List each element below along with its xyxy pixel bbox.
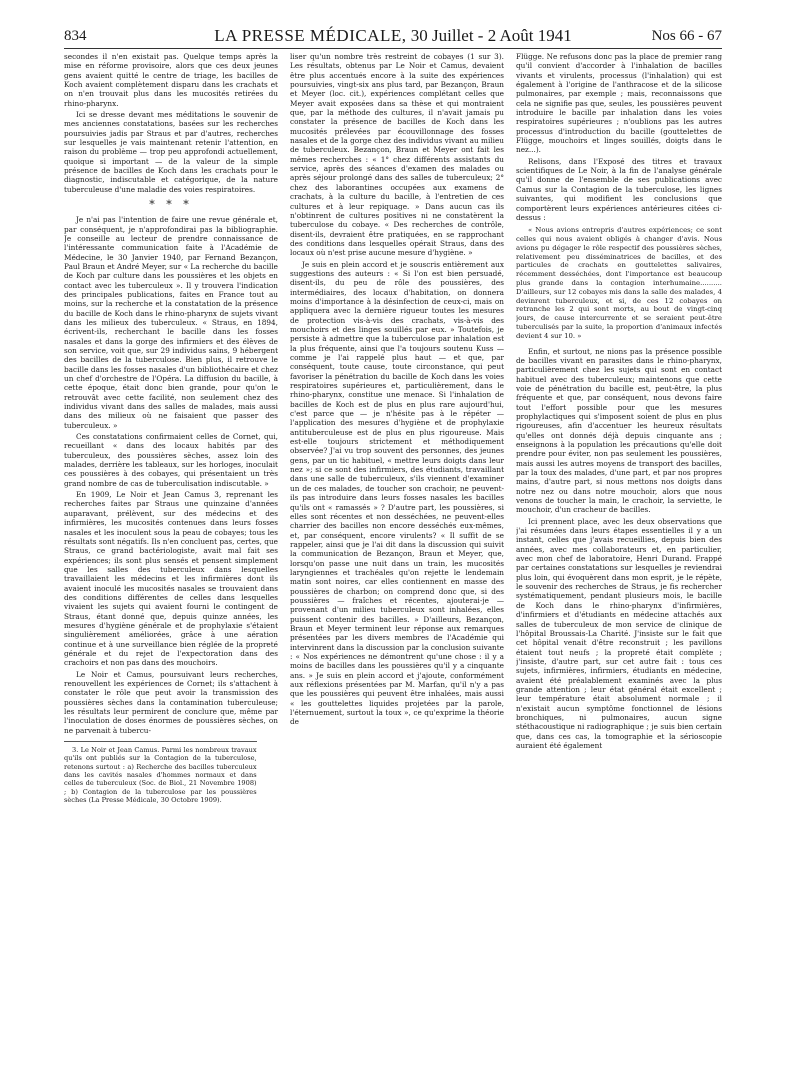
paragraph: Je suis en plein accord et je souscris entièrement aux suggestions des auteurs : « Si l'on est bien persuadé, disent-ils, du peu de rôle des poussières, des intermédiaires, des locaux d'habitation, on donnera moins d'importance à la désinfection de ceux-ci, mais on appliquera avec la dernière rigueur toutes les mesures de protection vis-à-vis des crachats, vis-à-vis des mouchoirs et des linges souillés par eux. » Toutefois, je persiste à admettre que la tuberculose par inhalation est la plus fréquente, ainsi que l'a toujours soutenu Kuss — comme je l'ai rappelé plus haut — et que, par conséquent, toute cause, toute circonstance, qui peut favoriser la pénétration du bacille de Koch dans les voies respiratoires supérieures et, particulièrement, dans le rhino-pharynx, constitue une menace. Si l'inhalation de bacilles de Koch est de plus en plus rare aujourd'hui, c'est parce que — je n'hésite pas à le répéter — l'application des mesures d'hygiène et de prophylaxie antituberculeuse est de plus en plus rigoureuse. Mais est-elle toujours strictement et méthodiquement observée? J'ai vu trop souvent des personnes, des jeunes gens, par un tic habituel, « mettre leurs doigts dans leur nez »; si ce sont des infirmiers, des étudiants, travaillant dans une salle de tuberculeux, s'ils viennent d'examiner un de ces malades, de toucher son crachoir, ne peuvent-ils pas introduire dans leurs fosses nasales les bacilles qu'ils ont « ramassés » ? D'autre part, les poussières, si elles sont récentes et non desséchées, ne peuvent-elles charrier des bacilles non encore desséchés eux-mêmes, et, par conséquent, encore virulents? « Il suffit de se rappeler, ainsi que je l'ai dit dans la discussion qui suivit la communication de Bezançon, Braun et Meyer, que, lorsqu'on passe une nuit dans un train, les mucosités laryngiennes et trachéales qu'on rejette le lendemain matin sont noires, car elles contiennent en masse des poussières de charbon; on comprend donc que, si des poussières — fraîches et récentes, ajouterai-je — provenant d'un milieu tuberculeux sont inhalées, elles puissent contenir des bacilles. » D'ailleurs, Bezançon, Braun et Meyer terminent leur réponse aux remarques présentées par les divers membres de l'Académie qui intervinrent dans la discussion par la conclusion suivante : « Nos expériences ne démontrent qu'une chose : il y a moins de bacilles dans les poussières qu'il y a cinquante ans. » Je suis en plein accord et j'ajoute, conformément aux réflexions présentées par M. Marfan, qu'il n'y a pas que les poussières qui peuvent être inhalées, mais aussi « les gouttelettes liquides projetées par la parole, l'éternuement, surtout la toux », ce qu'exprime la théorie de: [290, 259, 504, 727]
section-separator: * * *: [149, 198, 193, 212]
paragraph: En 1909, Le Noir et Jean Camus 3, reprenant les recherches faites par Straus une quinzaine d'années auparavant, prélèvent, sur des médecins et des infirmières, les mucosités contenues dans leurs fosses nasales et les inoculent sous la peau de cobayes; tous les résultats sont négatifs. Ils n'en concluent pas, certes, que Straus, ce grand bactériologiste, avait mal fait ses expériences; ils sont plus sensés et pensent simplement que les salles des tuberculeux dans lesquelles travaillaient les médecins et les infirmières dont ils avaient inoculé les mucosités nasales se trouvaient dans des conditions différentes de celles dans lesquelles vivaient les sujets qui avaient fourni le contingent de Straus, étant donné que, depuis quinze années, les mesures d'hygiène générale et de prophylaxie s'étaient singulièrement améliorées, grâce à une aération continue et à une surveillance bien réglée de la propreté générale et du rejet de l'expectoration dans des crachoirs et non pas dans des mouchoirs.: [64, 490, 278, 668]
paragraph: liser qu'un nombre très restreint de cobayes (1 sur 3). Les résultats, obtenus par Le Noir et Camus, devaient être plus accentués encore à la suite des expériences poursuivies, vingt-six ans plus tard, par Bezançon, Braun et Meyer (loc. cit.), expériences complétant celles que Meyer avait exposées dans sa thèse et qui montraient que, par la méthode des cultures, il n'avait jamais pu constater la présence de bacilles de Koch dans les mucosités prélevées par écouvillonnage des fosses nasales et de la gorge chez des individus vivant au milieu de tuberculeux. Bezançon, Braun et Meyer ont fait les mêmes recherches : « 1° chez différents assistants du service, après des séances d'examen des malades ou après séjour prolongé dans des salles de tuberculeux; 2° chez des laborantines occupées aux examens de crachats, à la culture du bacille, à l'entretien de ces cultures et à leur repiquage. » Dans aucun cas ils n'obtinrent de cultures positives ni ne constatèrent la tuberculose du cobaye. « Des recherches de contrôle, disent-ils, devraient être pratiquées, en se rapprochant des conditions dans lesquelles opérait Straus, dans des locaux où n'est prise aucune mesure d'hygiène. »: [290, 52, 504, 258]
footnote: [64, 741, 257, 804]
footnote-text: 3. Le Noir et Jean Camus. Parmi les nombreux travaux qu'ils ont publiés sur la Contagion de la tuberculose, retenons surtout : a) Recherche des bacilles tuberculeux dans les cavités nasales d'hommes normaux et dans celles de tuberculeux (Soc. de Biol., 21 Novembre 1908) ; b) Contagion de la tuberculose par les poussières sèches (La Presse Médicale, 30 Octobre 1909).: [64, 746, 257, 804]
column-right: [516, 52, 722, 1057]
paragraph: secondes il n'en existait pas. Quelque temps après la mise en réforme provisoire, alors que ces deux jeunes gens avaient quitté le centre de triage, les bacilles de Koch avaient complètement disparu dans les crachats et on n'en trouvait plus dans les mucosités retirées du rhino-pharynx.: [64, 52, 278, 108]
journal-title: [64, 26, 722, 46]
issue-number: Nos 66 - 67: [651, 28, 722, 44]
paragraph: Ces constatations confirmaient celles de Cornet, qui, recueillant « dans des locaux habités par des tuberculeux, des poussières sèches, assez loin des malades, derrière les tableaux, sur les horloges, inoculait ces poussières à des cobayes, qui présentaient un très grand nombre de cas de tuberculisation indiscutable. »: [64, 432, 278, 488]
paragraph: Enfin, et surtout, ne nions pas la présence possible de bacilles vivant en parasites dans le rhino-pharynx, particulièrement chez les sujets qui sont en contact habituel avec des tuberculeux; maintenons que cette voie de pénétration du bacille est, peut-être, la plus fréquente et que, par conséquent, nous devons faire tout l'effort possible pour que les mesures prophylactiques qui s'imposent soient de plus en plus rigoureuses, afin d'accentuer les heureux résultats qu'elles ont donnés déjà depuis cinquante ans ; enseignons à la population les précautions qu'elle doit prendre pour éviter, non pas seulement les poussières, mais aussi les autres moyens de transport des bacilles, par la toux des malades, d'une part, et par nos propres mains, d'autre part, si nous mettons nos doigts dans notre nez ou dans notre mouchoir, alors que nous venons de toucher la main, le crachoir, la serviette, le mouchoir, d'un cracheur de bacilles.: [516, 346, 722, 515]
issue-date: 30 Juillet - 2 Août 1941: [410, 26, 572, 45]
journal-name: LA PRESSE MÉDICALE,: [214, 26, 407, 45]
paragraph: Flügge. Ne refusons donc pas la place de premier rang qu'il convient d'accorder à l'inhalation de bacilles vivants et virulents, processus (l'inhalation) qui est également à l'origine de l'anthracose et de la silicose pulmonaires, par exemple ; mais, reconnaissons que cela ne signifie pas que, seules, les poussières peuvent introduire le bacille par inhalation dans les voies respiratoires supérieures ; n'oublions pas les autres processus d'introduction du bacille (gouttelettes de Flügge, mouchoirs et linges souillés, doigts dans le nez...).: [516, 52, 722, 155]
paragraph: Ici se dresse devant mes méditations le souvenir de mes anciennes constatations, basées sur les recherches poursuivies jadis par Straus et par d'autres, recherches sur lesquelles je vais maintenant retenir l'attention, en raison du problème — trop peu approfondi actuellement, quoique si important — de la valeur de la simple présence de bacilles de Koch dans les crachats pour le diagnostic, indiscutable et catégorique, de la nature tuberculeuse d'une maladie des voies respiratoires.: [64, 110, 278, 194]
column-middle: [290, 52, 504, 1057]
page-number: 834: [64, 28, 87, 44]
header-rule: [64, 48, 722, 49]
paragraph: Je n'ai pas l'intention de faire une revue générale et, par conséquent, je n'approfondirai pas la bibliographie. Je conseille au lecteur de prendre connaissance de l'intéressante communication faite à l'Académie de Médecine, le 30 Janvier 1940, par Fernand Bezançon, Paul Braun et André Meyer, sur « La recherche du bacille de Koch par culture dans les poussières et les objets en contact avec les tuberculeux ». Il y trouvera l'indication des principales publications, faites en France tout au moins, sur la recherche et la constatation de la présence du bacille de Koch dans le rhino-pharynx de sujets vivant dans les milieux des tuberculeux. « Straus, en 1894, écrivent-ils, recherchant le bacille dans les fosses nasales et dans la gorge des infirmiers et des élèves de son service, voit que, sur 29 individus sains, 9 hébergent des bacilles de la tuberculose. Bien plus, il retrouve le bacille dans les fosses nasales d'un bibliothécaire et chez un chef d'orchestre de l'Opéra. La diffusion du bacille, à cette époque, était donc bien grande, pour qu'on le retrouvât avec cette facilité, non seulement chez des individus vivant dans des salles de malades, mais aussi dans des milieux où ne faisaient que passer des tuberculeux. »: [64, 215, 278, 430]
paragraph: Ici prennent place, avec les deux observations que j'ai résumées dans leurs étapes essentielles il y a un instant, celles que j'avais recueillies, depuis bien des années, avec mes collaborateurs et, en particulier, avec mon chef de laboratoire, Henri Durand. Frappé par certaines constatations sur lesquelles je reviendrai plus loin, qui évoquèrent dans mon esprit, je le répète, le souvenir des recherches de Straus, je fis rechercher systématiquement, pendant plusieurs mois, le bacille de Koch dans le rhino-pharynx d'infirmières, d'infirmiers et d'étudiants en médecine attachés aux salles de tuberculeux de mon service de clinique de l'hôpital Broussais-La Charité. J'insiste sur le fait que cet hôpital venait d'être reconstruit ; les pavillons étaient tout neufs ; la propreté était complète ; j'insiste, d'autre part, sur cet autre fait : tous ces sujets, infirmières, infirmiers, étudiants en médecine, avaient été préalablement examinés avec la plus grande attention ; leur état général était excellent ; leur température était absolument normale ; il n'existait aucun symptôme fonctionnel de lésions bronchiques, ni pulmonaires, aucun signe stéthacoustique ni radiographique ; je suis bien certain que, dans ces cas, la tomographie et la sérioscopie auraient été également: [516, 516, 722, 750]
block-quote: « Nous avions entrepris d'autres expériences; ce sont celles qui nous avaient obligés à changer d'avis. Nous avions pu dégager le rôle respectif des poussières sèches, relativement peu disséminatrices de bacilles, et des particules de crachats en gouttelettes salivaires, récemment desséchées, dont l'importance est beaucoup plus grande dans la contagion interhumaine.......... D'ailleurs, sur 12 cobayes mis dans la salle des malades, 4 devinrent tuberculeux, et si, de ces 12 cobayes on retranche les 2 qui sont morts, au bout de vingt-cinq jours, de cause intercurrente et se seraient peut-être tuberculisés par la suite, la proportion d'animaux infectés devient 4 sur 10. »: [516, 226, 722, 340]
column-left: [64, 52, 278, 1057]
paragraph: Relisons, dans l'Exposé des titres et travaux scientifiques de Le Noir, à la fin de l'analyse générale qu'il donne de l'ensemble de ses publications avec Camus sur la Contagion de la tuberculose, les lignes suivantes, qui modifient les conclusions que comportèrent leurs expériences antérieures citées ci-dessus :: [516, 156, 722, 222]
paragraph: Le Noir et Camus, poursuivant leurs recherches, renouvellent les expériences de Cornet; ils s'attachent à constater le rôle que peut avoir la transmission des poussières sèches dans la contamination tuberculeuse; les résultats leur permirent de conclure que, même par l'inoculation de doses énormes de poussières sèches, on ne parvenait à tubercu-: [64, 669, 278, 735]
